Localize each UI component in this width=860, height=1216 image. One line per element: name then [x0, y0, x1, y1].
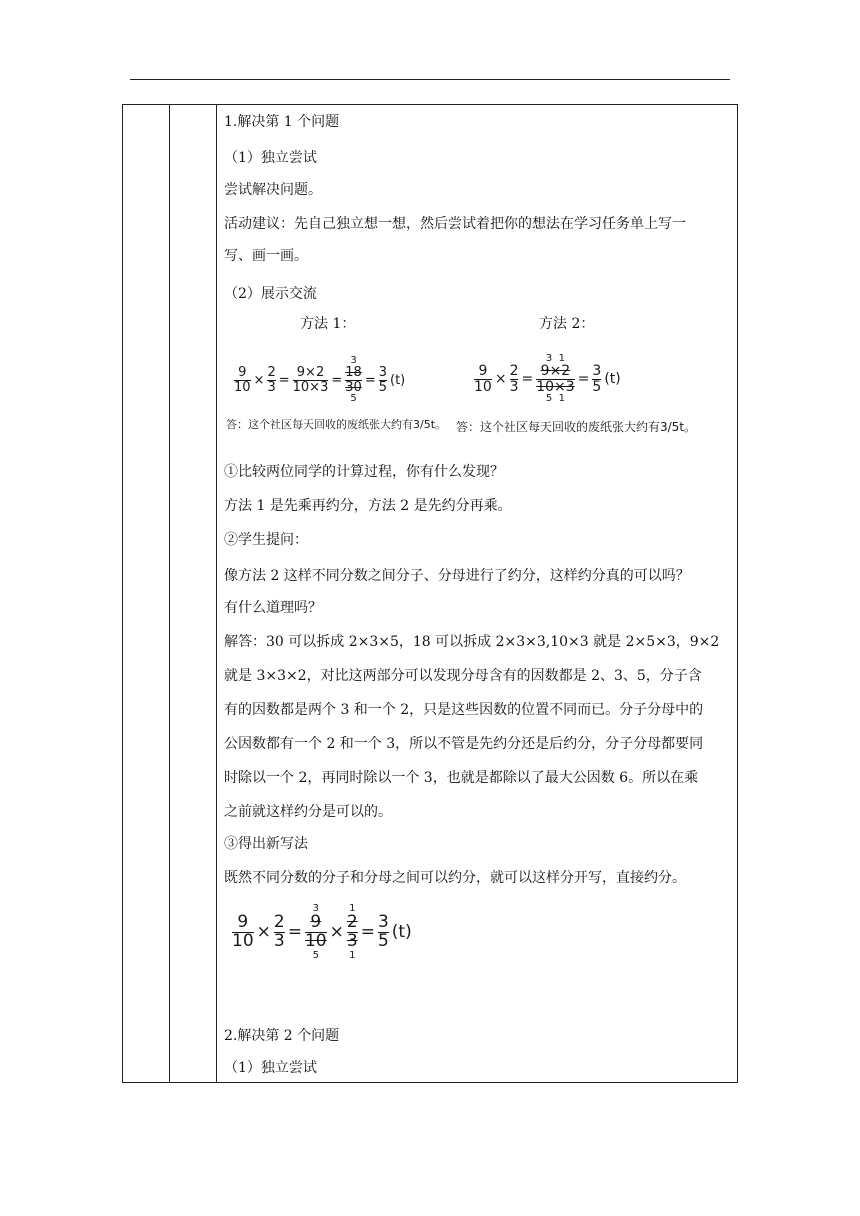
- text-answer-5: 时除以一个 2，再同时除以一个 3，也就是都除以了最大公因数 6。所以在乘: [224, 770, 699, 786]
- text-answer-3: 有的因数都是两个 3 和一个 2，只是这些因数的位置不同而已。分子分母中的: [224, 702, 704, 718]
- step-show-exchange: （2）展示交流: [224, 286, 317, 302]
- text-try-solve: 尝试解决问题。: [224, 182, 322, 198]
- heading-problem-1: 1.解决第 1 个问题: [224, 114, 340, 130]
- text-answer-2: 就是 3×3×2，对比这两部分可以发现分母含有的因数都是 2、3、5，分子含: [224, 668, 702, 684]
- column-divider-2: [216, 105, 217, 1082]
- column-divider-1: [169, 105, 170, 1082]
- method-2-label: 方法 2：: [539, 316, 595, 332]
- lesson-table: [122, 104, 738, 1083]
- text-compare-finding: 方法 1 是先乘再约分，方法 2 是先约分再乘。: [224, 498, 512, 514]
- text-answer-1: 解答：30 可以拆成 2×3×5，18 可以拆成 2×3×3,10×3 就是 2×5×3，9×2: [224, 634, 720, 650]
- method-1-answer: 答：这个社区每天回收的废纸张大约有3/5t。: [226, 418, 447, 431]
- text-compare-question: ①比较两位同学的计算过程，你有什么发现？: [224, 464, 504, 480]
- text-answer-6: 之前就这样约分是可以的。: [224, 804, 392, 820]
- method-1-handwriting: $\frac{9}{10}$ × $\frac{2}{3}$ = $\frac{9\times 2}{10\times 3}$ = 3 $\frac{18}{30}$ 5 = $\frac{3}{5}$ (t): [234, 355, 406, 405]
- step-new-notation: ③得出新写法: [224, 836, 308, 852]
- text-answer-4: 公因数都有一个 2 和一个 3，所以不管是先约分还是后约分，分子分母都要同: [224, 736, 704, 752]
- heading-problem-2: 2.解决第 2 个问题: [224, 1028, 340, 1044]
- text-activity-suggestion: 活动建议：先自己独立想一想，然后尝试着把你的想法在学习任务单上写一: [224, 216, 686, 232]
- new-notation-handwriting: $\frac{9}{10}$ × $\frac{2}{3}$ = 3 $\frac{9}{10}$ 5 × 1 $\frac{2}{3}$ 1 = $\frac{3}{5}$ (t): [232, 903, 412, 961]
- method-1-label: 方法 1：: [300, 316, 356, 332]
- header-rule: [130, 79, 730, 80]
- text-student-question: 像方法 2 这样不同分数之间分子、分母进行了约分，这样约分真的可以吗？: [224, 568, 690, 584]
- text-activity-suggestion-cont: 写、画一画。: [224, 248, 308, 264]
- step-independent-try: （1）独立尝试: [224, 150, 317, 166]
- text-student-question-label: ②学生提问：: [224, 532, 308, 548]
- text-new-notation: 既然不同分数的分子和分母之间可以约分，就可以这样分开写，直接约分。: [224, 870, 686, 886]
- text-student-question-cont: 有什么道理吗？: [224, 600, 322, 616]
- step-independent-try-2: （1）独立尝试: [224, 1060, 317, 1076]
- method-2-handwriting: $\frac{9}{10}$ × $\frac{2}{3}$ = 3 1 $\frac{9\times 2}{10\times 3}$ 5 1 = $\frac{3}{5}$ (t): [474, 353, 621, 405]
- method-2-answer: 答：这个社区每天回收的废纸张大约有3/5t。: [456, 420, 697, 434]
